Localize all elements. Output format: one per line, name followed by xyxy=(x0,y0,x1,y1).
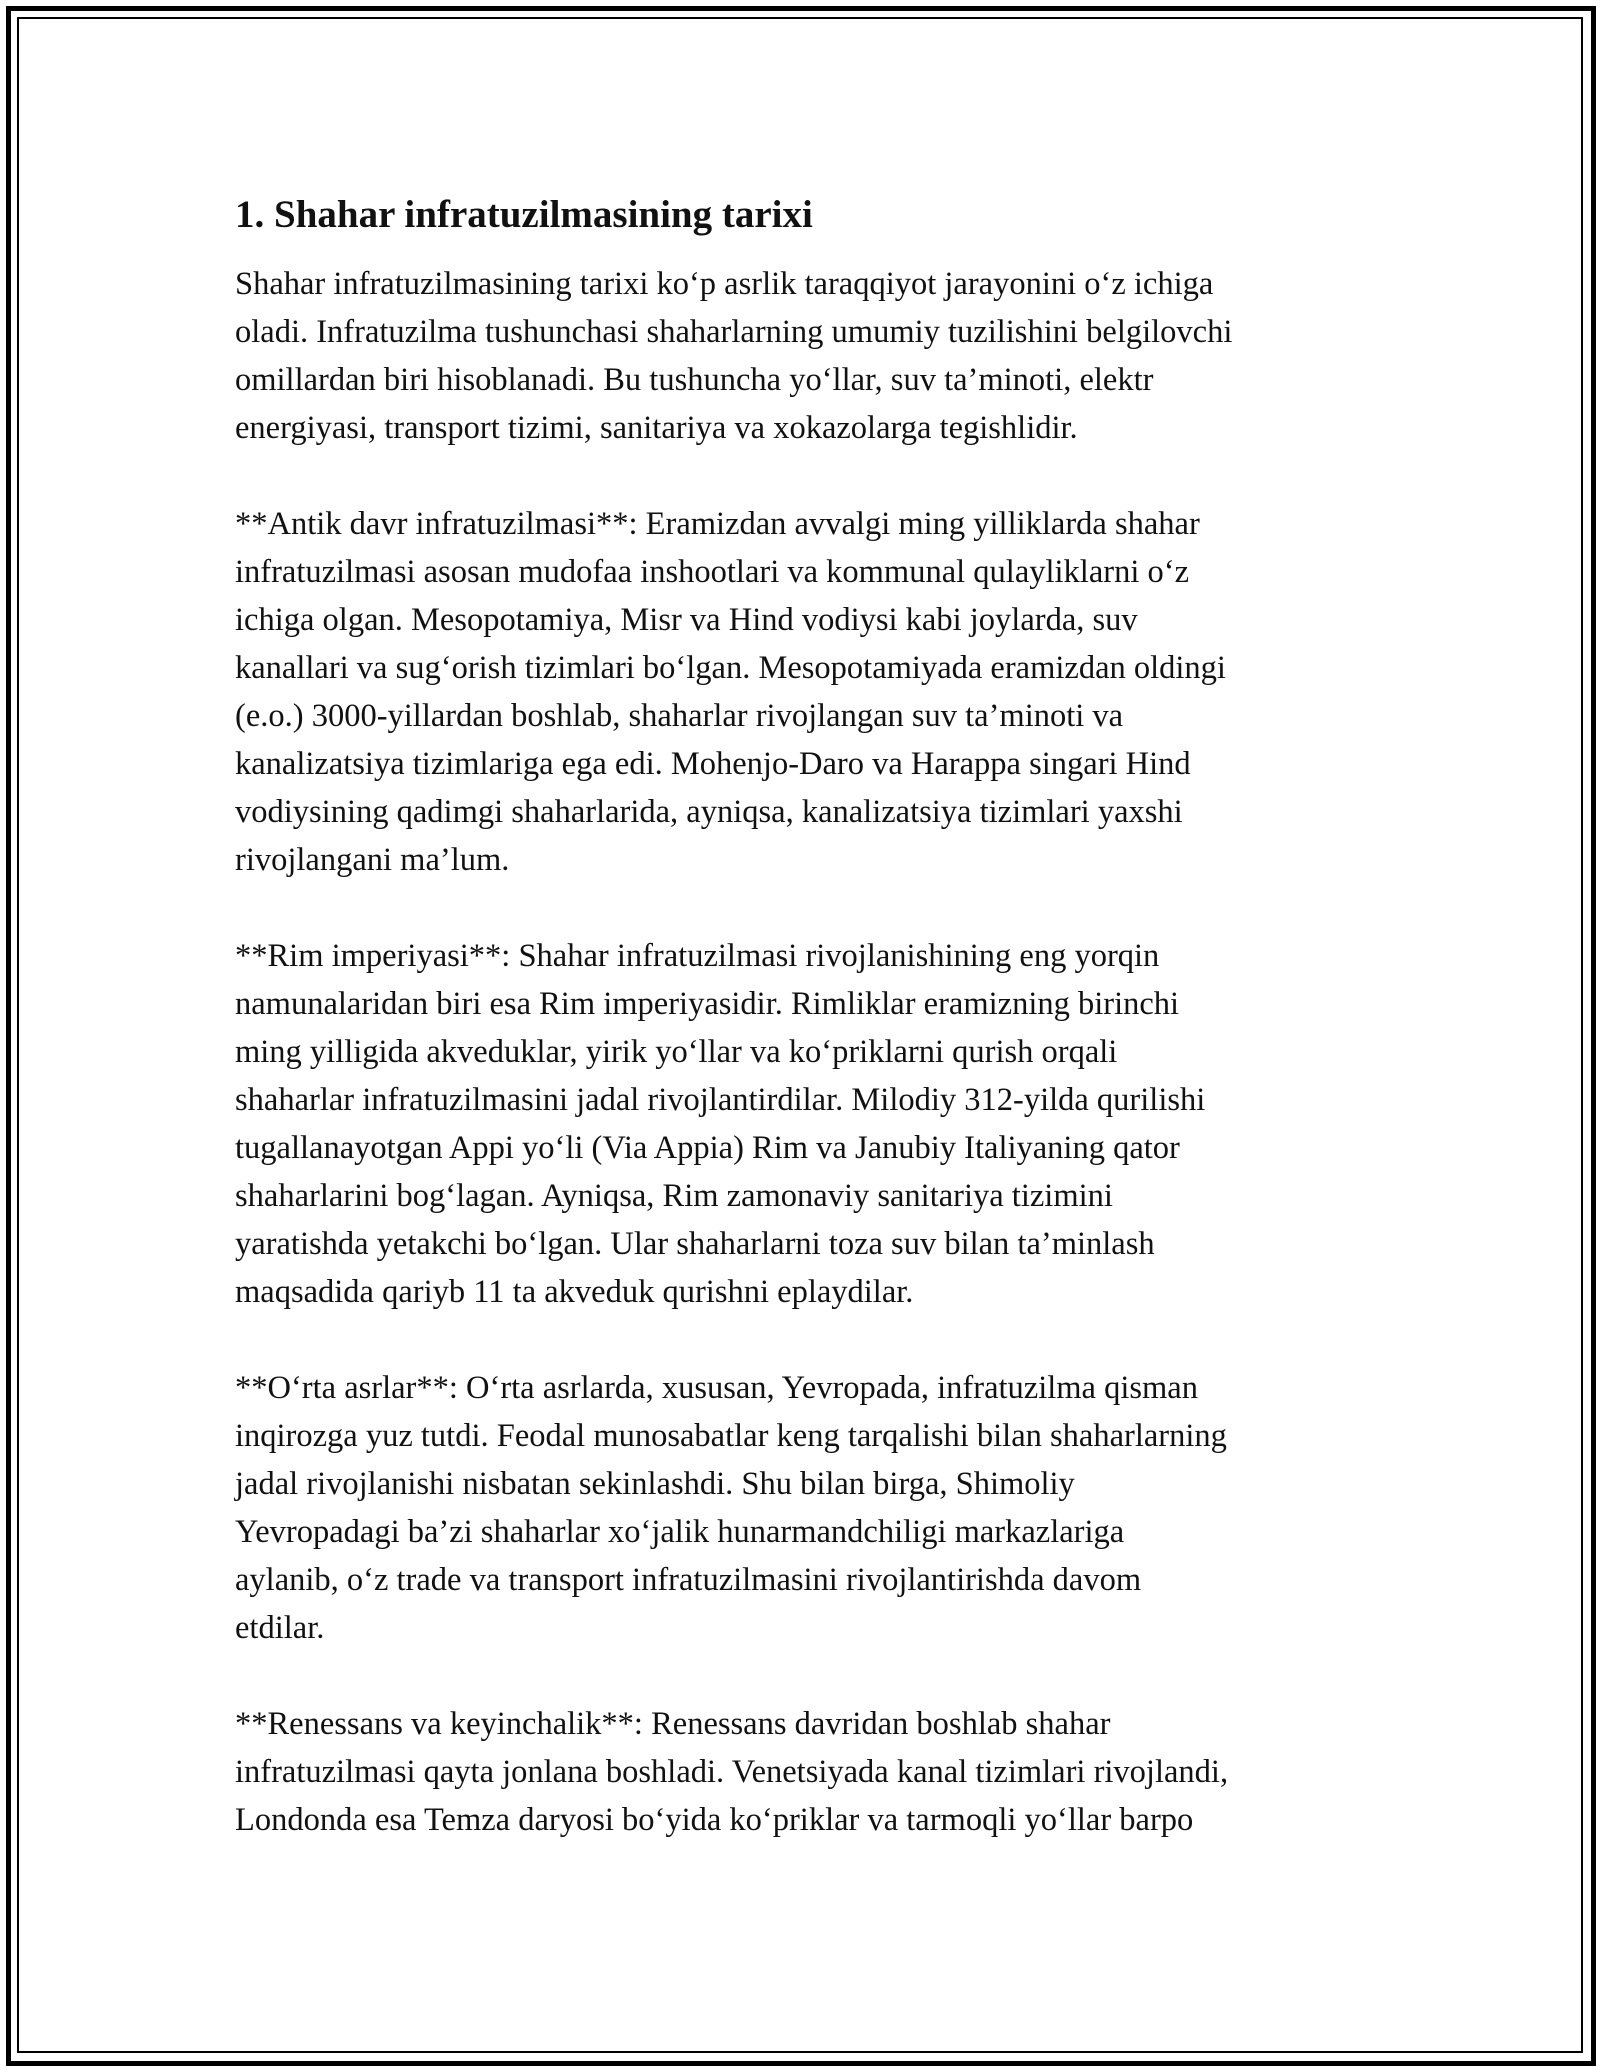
text-line: etdilar. xyxy=(235,1610,325,1646)
document-body xyxy=(235,190,1385,1892)
paragraph-antiquity xyxy=(235,500,1385,884)
text-line: ming yilligida akveduklar, yirik yo‘llar va ko‘priklarni qurish orqali xyxy=(235,1034,1118,1070)
paragraph-middle-ages xyxy=(235,1364,1385,1652)
text-line: maqsadida qariyb 11 ta akveduk qurishni eplaydilar. xyxy=(235,1274,914,1310)
text-line: yaratishda yetakchi bo‘lgan. Ular shaharlarni toza suv bilan ta’minlash xyxy=(235,1226,1155,1262)
text-line: **Antik davr infratuzilmasi**: Eramizdan avvalgi ming yilliklarda shahar xyxy=(235,506,1200,542)
paragraph-intro xyxy=(235,260,1385,452)
text-line: Shahar infratuzilmasining tarixi ko‘p asrlik taraqqiyot jarayonini o‘z ichiga xyxy=(235,266,1214,302)
text-line: oladi. Infratuzilma tushunchasi shaharlarning umumiy tuzilishini belgilovchi xyxy=(235,314,1233,350)
text-line: inqirozga yuz tutdi. Feodal munosabatlar keng tarqalishi bilan shaharlarning xyxy=(235,1418,1227,1454)
text-line: vodiysining qadimgi shaharlarida, ayniqsa, kanalizatsiya tizimlari yaxshi xyxy=(235,794,1183,830)
text-line: infratuzilmasi asosan mudofaa inshootlari va kommunal qulayliklarni o‘z xyxy=(235,554,1189,590)
text-line: shaharlarini bog‘lagan. Ayniqsa, Rim zamonaviy sanitariya tizimini xyxy=(235,1178,1113,1214)
text-line: ichiga olgan. Mesopotamiya, Misr va Hind vodiysi kabi joylarda, suv xyxy=(235,602,1138,638)
text-line: namunalaridan biri esa Rim imperiyasidir. Rimliklar eramizning birinchi xyxy=(235,986,1180,1022)
text-line: infratuzilmasi qayta jonlana boshladi. Venetsiyada kanal tizimlari rivojlandi, xyxy=(235,1754,1229,1790)
text-line: Londonda esa Temza daryosi bo‘yida ko‘priklar va tarmoqli yo‘llar barpo xyxy=(235,1802,1194,1838)
text-line: kanallari va sug‘orish tizimlari bo‘lgan. Mesopotamiyada eramizdan oldingi xyxy=(235,650,1226,686)
text-line: **O‘rta asrlar**: O‘rta asrlarda, xususan, Yevropada, infratuzilma qisman xyxy=(235,1370,1198,1406)
text-line: **Rim imperiyasi**: Shahar infratuzilmasi rivojlanishining eng yorqin xyxy=(235,938,1160,974)
section-heading: 1. Shahar infratuzilmasining tarixi xyxy=(235,193,813,236)
text-line: (e.o.) 3000-yillardan boshlab, shaharlar rivojlangan suv ta’minoti va xyxy=(235,698,1124,734)
text-line: rivojlangani ma’lum. xyxy=(235,842,510,878)
text-line: energiyasi, transport tizimi, sanitariya va xokazolarga tegishlidir. xyxy=(235,410,1078,446)
text-line: omillardan biri hisoblanadi. Bu tushuncha yo‘llar, suv ta’minoti, elektr xyxy=(235,362,1154,398)
text-line: jadal rivojlanishi nisbatan sekinlashdi. Shu bilan birga, Shimoliy xyxy=(235,1466,1075,1502)
text-line: shaharlar infratuzilmasini jadal rivojlantirdilar. Milodiy 312-yilda qurilishi xyxy=(235,1082,1206,1118)
paragraph-roman-empire xyxy=(235,932,1385,1316)
paragraph-renaissance xyxy=(235,1700,1385,1844)
text-line: aylanib, o‘z trade va transport infratuzilmasini rivojlantirishda davom xyxy=(235,1562,1142,1598)
text-line: **Renessans va keyinchalik**: Renessans davridan boshlab shahar xyxy=(235,1706,1111,1742)
text-line: kanalizatsiya tizimlariga ega edi. Mohenjo-Daro va Harappa singari Hind xyxy=(235,746,1191,782)
text-line: tugallanayotgan Appi yo‘li (Via Appia) Rim va Janubiy Italiyaning qator xyxy=(235,1130,1180,1166)
text-line: Yevropadagi ba’zi shaharlar xo‘jalik hunarmandchiligi markazlariga xyxy=(235,1514,1125,1550)
